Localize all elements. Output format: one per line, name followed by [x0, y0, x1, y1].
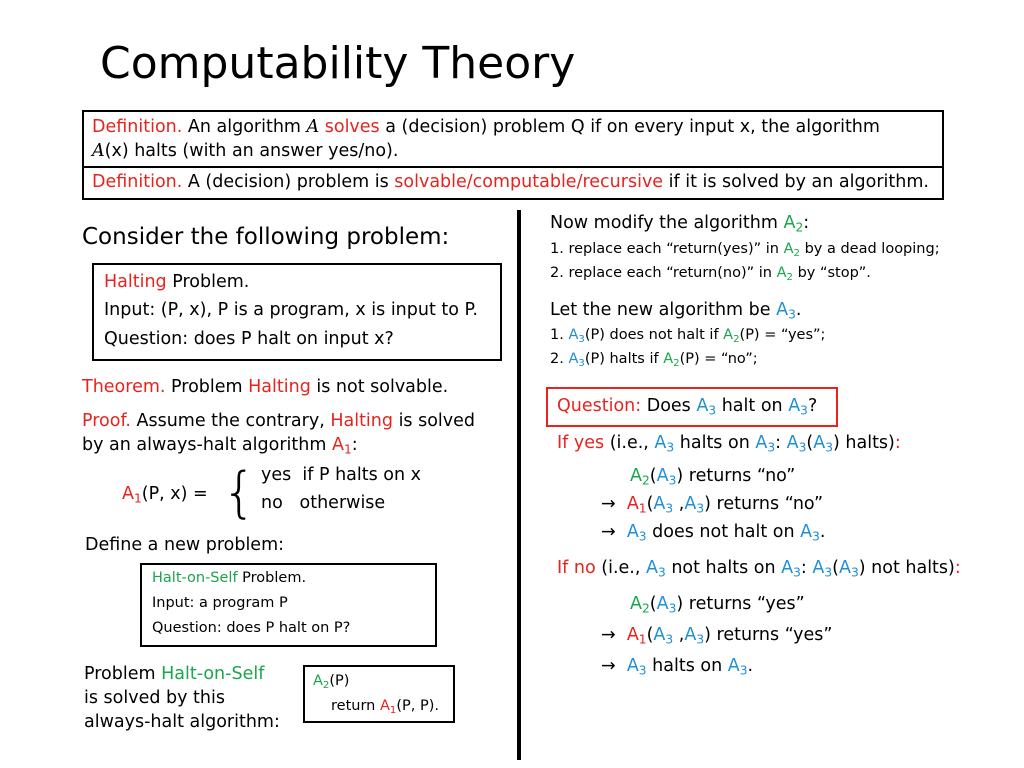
consider-heading: Consider the following problem:: [82, 224, 450, 250]
a1-definition-lhs: $A_1(P$, x) =: [122, 484, 208, 506]
if-no-step-3: → $A_3$ halts on $A_3$.: [601, 656, 754, 678]
halt-on-self-solved-text: Problem Halt-on-Self is solved by this always-halt algorithm:: [84, 664, 280, 732]
halting-problem-question: Question: does P halt on input x?: [104, 329, 394, 349]
theorem: Theorem. Problem Halting is not solvable.: [82, 377, 449, 397]
halt-on-self-question: Question: does P halt on P?: [152, 620, 351, 636]
halt-on-self-title: Halt-on-Self Problem.: [152, 570, 307, 586]
if-yes-step-3: → $A_3$ does not halt on $A_3$.: [601, 522, 826, 544]
algorithm-symbol: A: [92, 141, 105, 161]
question-text: Question: Does $A_3$ halt on $A_3$?: [557, 396, 818, 418]
halting-problem-title: Halting Problem.: [104, 272, 250, 292]
proof-line-2: by an always-halt algorithm $A_1$:: [82, 435, 358, 457]
definition-2-label: Definition.: [92, 172, 183, 192]
a1-case-no: no otherwise: [261, 493, 386, 513]
a2-signature: $A_2(P)$: [313, 673, 350, 692]
definition-1-line-2: A(x) halts (with an answer yes/no).: [92, 141, 399, 161]
modify-line-1: Now modify the algorithm $A_2$:: [550, 213, 810, 235]
definition-1-label: Definition.: [92, 117, 183, 137]
if-yes-heading: If yes (i.e., $A_3$ halts on $A_3$: $A_3(A_3)$ halts):: [557, 433, 901, 455]
new-algorithm-rule-1: 1. $A_3(P)$ does not halt if $A_2(P)$ = “yes”;: [550, 327, 826, 346]
new-algorithm-line: Let the new algorithm be $A_3$.: [550, 300, 802, 322]
modify-rule-2: 2. replace each “return(no)” in $A_2$ by “stop”.: [550, 265, 871, 284]
if-no-step-2: → $A_1(A_3$ $,A_3$) returns “yes”: [601, 625, 833, 647]
definition-1-line-1: Definition. An algorithm A solves a (decision) problem Q if on every input x, the algorithm: [92, 117, 880, 137]
a1-case-yes: yes if P halts on x: [261, 465, 422, 485]
a2-return: return $A_1(P$, P).: [331, 698, 439, 717]
definitions-divider: [82, 166, 944, 168]
halt-on-self-input: Input: a program P: [152, 595, 288, 611]
column-divider: [517, 210, 521, 760]
if-no-heading: If no (i.e., $A_3$ not halts on $A_3$: $A_3(A_3)$ not halts):: [557, 558, 961, 580]
new-algorithm-rule-2: 2. $A_3(P)$ halts if $A_2(P)$ = “no”;: [550, 351, 758, 370]
halting-problem-input: Input: (P, x), P is a program, x is input to P.: [104, 300, 478, 320]
page-title: Computability Theory: [100, 38, 576, 89]
if-yes-step-1: $A_2(A_3)$ returns “no”: [630, 466, 796, 488]
a1-definition-brace: {: [222, 461, 257, 524]
if-yes-step-2: → $A_1(A_3$ $,A_3$) returns “no”: [601, 494, 824, 516]
define-new-problem: Define a new problem:: [85, 535, 285, 555]
if-no-step-1: $A_2(A_3)$ returns “yes”: [630, 594, 805, 616]
solves-term: solves: [324, 117, 380, 137]
proof-line-1: Proof. Assume the contrary, Halting is solved: [82, 411, 476, 431]
modify-rule-1: 1. replace each “return(yes)” in $A_2$ by a dead looping;: [550, 241, 940, 260]
solvable-term: solvable/computable/recursive: [394, 172, 664, 192]
algorithm-symbol: A: [306, 117, 320, 137]
definition-2: Definition. A (decision) problem is solvable/computable/recursive if it is solved by an algorithm.: [92, 172, 929, 192]
